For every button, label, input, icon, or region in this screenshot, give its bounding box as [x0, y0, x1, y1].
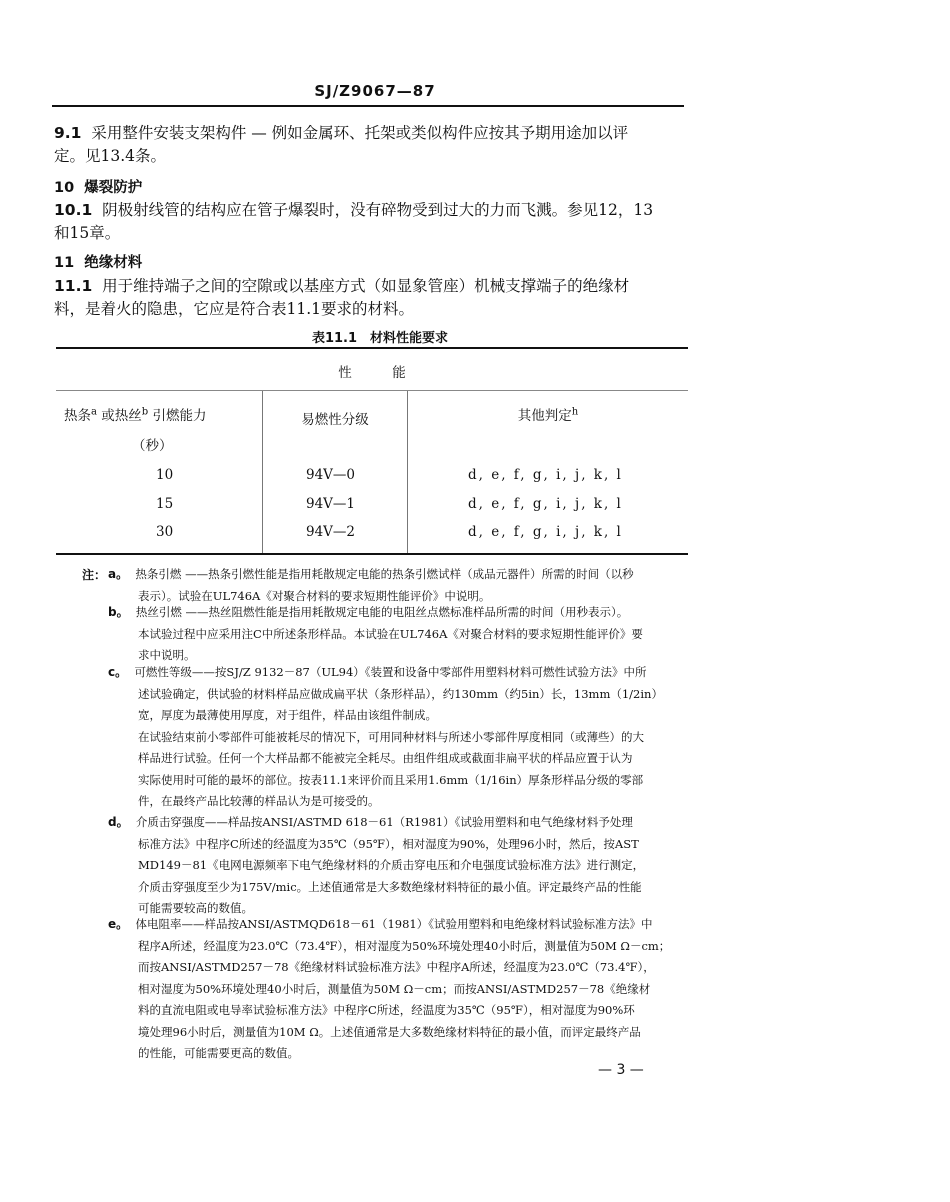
table-row	[56, 467, 688, 487]
document-code: SJ/Z9067—87	[314, 82, 436, 100]
section-11-1	[54, 275, 694, 321]
note-line: MD149－81《电网电源频率下电气绝缘材料的介质击穿电压和介电强度试验标准方法》进行测定，	[138, 858, 645, 872]
table-row	[56, 524, 688, 544]
section-title: 爆裂防护	[84, 180, 143, 196]
section-number: 10.1	[54, 201, 93, 219]
footnote-ref: b	[141, 406, 149, 418]
note-line: 表示）。试验在UL746A《对聚合材料的要求短期性能评价》中说明。	[138, 588, 491, 603]
note-line: 宽，厚度为最薄使用厚度，对于组件，样品由该组件制成。	[138, 708, 437, 722]
footnote-ref: h	[571, 406, 579, 418]
note-letter: d。	[108, 815, 129, 829]
note-line: 体电阻率——样品按ANSI/ASTMQD618－61（1981）《试验用塑料和电绝缘材料试验标准方法》中	[135, 917, 653, 931]
note-letter: a。	[108, 567, 129, 581]
section-number: 11	[54, 255, 75, 271]
table-bottom-rule	[56, 553, 688, 555]
note-letter: e。	[108, 917, 129, 931]
note-line: 标准方法》中程序C所述的经温度为35℃（95℉），相对湿度为90%，处理96小时，然后，按AST	[138, 836, 639, 851]
cell-other: d, e, f, g, i, j, k, l	[468, 524, 623, 540]
note-line: 介质击穿强度——样品按ANSI/ASTMD 618－61（R1981）《试验用塑料和电气绝缘材料予处理	[135, 815, 633, 829]
note-line: 可能需要较高的数值。	[138, 901, 253, 915]
section-11-heading	[54, 251, 142, 272]
table-caption: 表11.1 材料性能要求	[311, 331, 449, 346]
page-number: — 3 —	[598, 1062, 644, 1078]
cell-time: 15	[156, 496, 174, 512]
header-rule	[52, 105, 684, 107]
section-10-heading	[54, 176, 142, 197]
paragraph-line: 阴极射线管的结构应在管子爆裂时，没有碎物受到过大的力而飞溅。参见12，13	[102, 201, 654, 219]
note-line: 热丝引燃 ——热丝阻燃性能是指用耗散规定电能的电阻丝点燃标准样品所需的时间（用秒表示）。	[135, 605, 629, 619]
note-line: 程序A所述，经温度为23.0℃（73.4℉），相对湿度为50%环境处理40小时后，测量值为50M Ω－cm；	[138, 938, 671, 953]
header-text: 引燃能力	[152, 408, 207, 424]
note-line: 述试验确定，供试验的材料样品应做成扁平状（条形样品），约130mm（约5in）长，13mm（1/2in）	[138, 686, 663, 701]
section-10-1	[54, 199, 694, 245]
cell-other: d, e, f, g, i, j, k, l	[468, 467, 623, 483]
cell-time: 10	[156, 467, 174, 483]
cell-time: 30	[156, 524, 174, 540]
cell-grade: 94V—2	[306, 524, 356, 540]
table-subheader-rule	[56, 390, 688, 391]
note-line: 求中说明。	[138, 648, 196, 662]
note-line: 相对湿度为50%环境处理40小时后，测量值为50M Ω－cm；而按ANSI/ASTMD257－78《绝缘材	[138, 981, 651, 996]
cell-other: d, e, f, g, i, j, k, l	[468, 496, 623, 512]
note-line: 的性能，可能需要更高的数值。	[138, 1046, 299, 1060]
note-line: 介质击穿强度至少为175V/mic。上述值通常是大多数绝缘材料特征的最小值。评定最终产品的性能	[138, 879, 642, 894]
column-header-unit: （秒）	[132, 438, 173, 454]
header-text: 其他判定	[517, 408, 572, 424]
note-line: 件，在最终产品比较薄的样品认为是可接受的。	[138, 794, 380, 808]
cell-grade: 94V—1	[306, 496, 356, 512]
note-line: 境处理96小时后，测量值为10M Ω。上述值通常是大多数绝缘材料特征的最小值，而评定最终产品	[138, 1024, 641, 1039]
note-line: 样品进行试验。任何一个大样品都不能被完全耗尽。由组件组成或截面非扁平状的样品应置于认为	[138, 751, 633, 765]
note-line: 而按ANSI/ASTMD257－78《绝缘材料试验标准方法》中程序A所述，经温度为23.0℃（73.4℉），	[138, 960, 655, 974]
note-line: 可燃性等级——按SJ/Z 9132－87（UL94）《装置和设备中零部件用塑料材料可燃性试验方法》中所	[134, 665, 647, 679]
note-line: 实际使用时可能的最坏的部位。按表11.1来评价而且采用1.6mm（1/16in）厚条形样品分级的零部	[138, 772, 644, 787]
column-header-grade: 易燃性分级	[301, 412, 369, 428]
header-text: 热条	[64, 408, 91, 424]
section-title: 绝缘材料	[84, 255, 143, 271]
paragraph-line: 采用整件安装支架构件 — 例如金属环、托架或类似构件应按其予期用途加以评	[91, 124, 629, 142]
note-letter: b。	[108, 605, 129, 619]
column-header-other	[408, 404, 688, 424]
column-header-time	[64, 404, 206, 424]
paragraph-line: 料，是着火的隐患，它应是符合表11.1要求的材料。	[54, 300, 415, 318]
paragraph-line: 用于维持端子之间的空隙或以基座方式（如显象管座）机械支撑端子的绝缘材	[102, 277, 630, 295]
notes-label: 注：	[82, 568, 107, 582]
note-b	[108, 602, 708, 667]
paragraph-line: 和15章。	[54, 224, 121, 242]
note-line: 热条引燃 ——热条引燃性能是指用耗散规定电能的热条引燃试样（成品元器件）所需的时间（以秒	[135, 567, 634, 581]
table-group-header: 性 能	[338, 365, 406, 381]
note-line: 本试验过程中应采用注C中所述条形样品。本试验在UL746A《对聚合材料的要求短期性能评价》要	[138, 626, 643, 641]
note-line: 料的直流电阻或电导率试验标准方法》中程序C所述，经温度为35℃（95℉），相对湿度为90%环	[138, 1003, 635, 1017]
section-number: 9.1	[54, 124, 82, 142]
table-top-rule	[56, 347, 688, 349]
note-e	[108, 914, 708, 1065]
table-row	[56, 496, 688, 516]
header-text: 或热丝	[101, 408, 142, 424]
paragraph-line: 定。见13.4条。	[54, 147, 167, 165]
note-line: 在试验结束前小零部件可能被耗尽的情况下，可用同种材料与所述小零部件厚度相同（或薄些）的大	[138, 729, 644, 744]
note-a	[108, 564, 708, 607]
section-number: 11.1	[54, 277, 93, 295]
cell-grade: 94V—0	[306, 467, 356, 483]
section-number: 10	[54, 180, 75, 196]
note-d	[108, 812, 708, 920]
note-letter: c。	[108, 665, 128, 679]
footnote-ref: a	[91, 406, 97, 418]
note-c	[108, 662, 708, 813]
section-9-1	[54, 122, 694, 168]
